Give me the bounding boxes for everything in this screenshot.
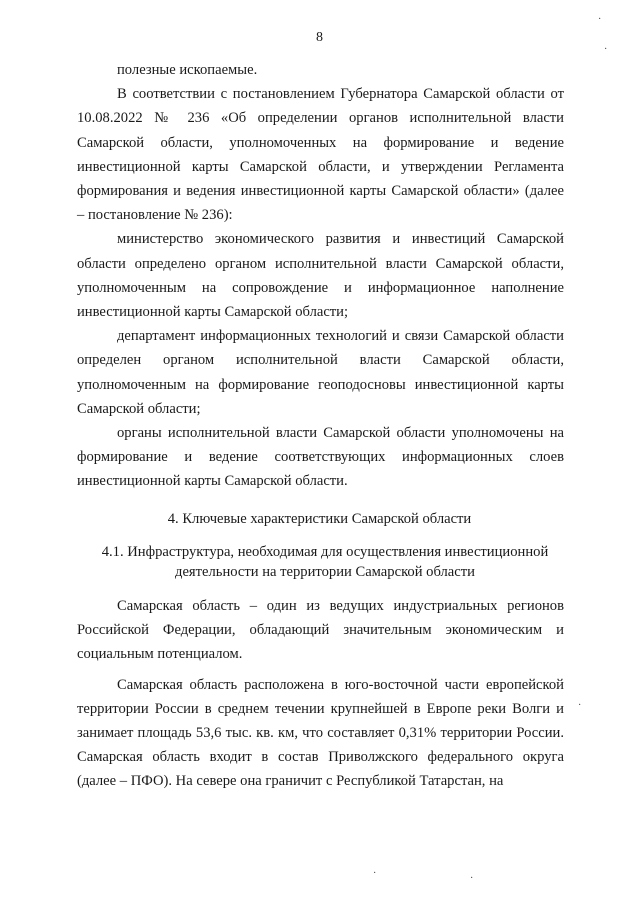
scan-speck: · — [598, 14, 602, 25]
section-heading: 4. Ключевые характеристики Самарской области — [167, 511, 472, 527]
paragraph: В соответствии с постановлением Губернатора Самарской области от 10.08.2022 № 236 «Об определении органов исполнительной власти Самарской области, уполномоченных на формирование и ведение инвестиционной карты Самарской области, и утверждении Регламента формирования и ведения инвестиционной карты Самарской области» (далее – постановление № 236): — [77, 86, 564, 224]
subsection-heading-line-2: деятельности на территории Самарской области — [175, 564, 475, 580]
top-text-block — [77, 58, 564, 494]
scan-speck: · — [373, 868, 377, 879]
page-number: 8 — [316, 30, 323, 45]
scan-speck: · — [604, 44, 608, 55]
paragraph: полезные ископаемые. — [117, 62, 258, 78]
scan-speck: · — [470, 873, 474, 884]
paragraph: Самарская область – один из ведущих индустриальных регионов Российской Федерации, обладающий значительным экономическим и социальным потенциалом. — [77, 598, 564, 663]
paragraph: Самарская область расположена в юго-восточной части европейской территории России в среднем течении крупнейшей в Европе реки Волги и занимает площадь 53,6 тыс. кв. км, что составляет 0,31% территории России. Самарская область входит в состав Приволжского федерального округа (далее – ПФО). На севере она граничит с Республикой Татарстан, на — [77, 676, 564, 790]
paragraph: министерство экономического развития и инвестиций Самарской области определено органом исполнительной власти Самарской области, уполномоченным на сопровождение и информационное наполнение инвестиционной карты Самарской области; — [77, 231, 564, 321]
bottom-text-block — [77, 594, 564, 794]
paragraph: департамент информационных технологий и связи Самарской области определен органом исполнительной власти Самарской области, уполномоченным на формирование геоподосновы инвестиционной карты Самарской области; — [77, 328, 564, 417]
subsection-heading-line-1: 4.1. Инфраструктура, необходимая для осуществления инвестиционной — [101, 544, 549, 560]
scan-speck: · — [578, 700, 582, 711]
paragraph: органы исполнительной власти Самарской области уполномочены на формирование и ведение соответствующих информационных слоев инвестиционной карты Самарской области. — [77, 425, 564, 490]
